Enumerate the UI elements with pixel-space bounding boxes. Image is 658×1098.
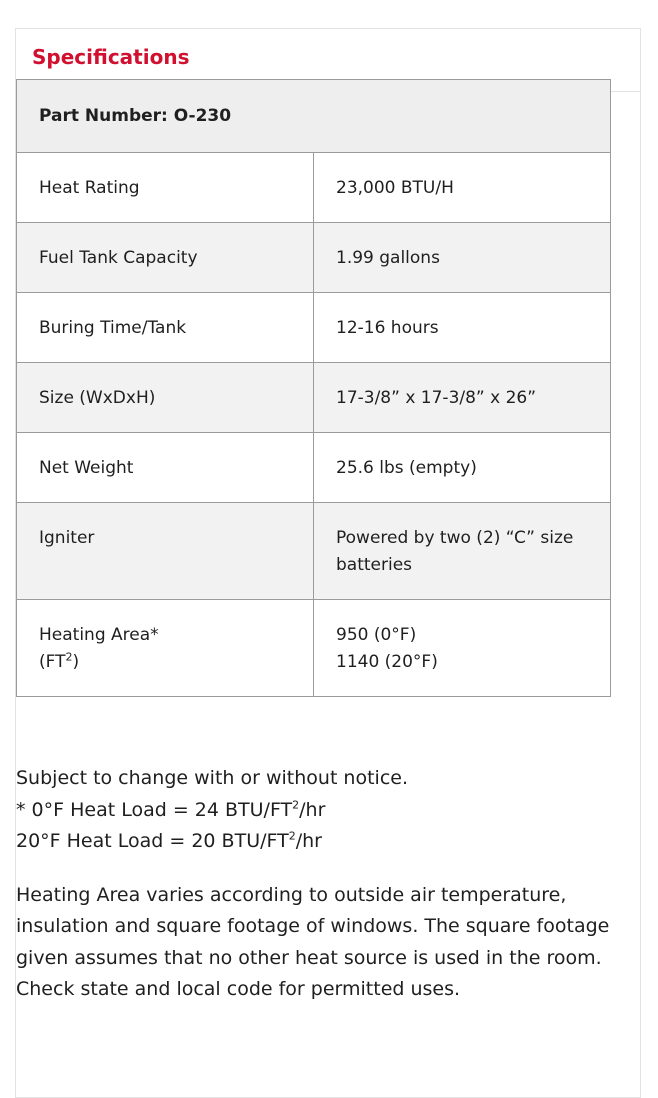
- heating-area-label: Heating Area*: [39, 625, 159, 645]
- notice-text: Subject to change with or without notice.: [16, 767, 409, 789]
- notes-heat-load: [16, 763, 616, 858]
- row-label-heat-rating: Heat Rating: [17, 153, 314, 223]
- table-row: [17, 363, 611, 433]
- row-label-net-weight: Net Weight: [17, 433, 314, 503]
- row-value-fuel-tank: 1.99 gallons: [314, 223, 611, 293]
- row-value-heat-rating: 23,000 BTU/H: [314, 153, 611, 223]
- heating-area-unit: $(FT^2)$: [39, 650, 80, 672]
- heating-area-disclaimer: Heating Area varies according to outside air temperature, insulation and square footage of windows. The square footage given assumes that no other heat source is used in the room.: [16, 883, 610, 969]
- table-header-row: [17, 80, 611, 153]
- heating-area-value-0f: 950 (0°F): [336, 625, 417, 645]
- specification-notes: [16, 763, 616, 1006]
- code-notice: Check state and local code for permitted uses.: [16, 978, 461, 1000]
- row-value-net-weight: 25.6 lbs (empty): [314, 433, 611, 503]
- row-value-size: 17-3/8” x 17-3/8” x 26”: [314, 363, 611, 433]
- row-value-heating-area: [314, 600, 611, 697]
- table-row: [17, 223, 611, 293]
- heat-load-0f: * 0°F Heat Load = 24 BTU/$FT^2/hr$: [16, 798, 326, 821]
- row-label-heating-area: [17, 600, 314, 697]
- row-label-igniter: Igniter: [17, 503, 314, 600]
- part-number: Part Number: O-230: [17, 80, 611, 153]
- specifications-table: [16, 79, 611, 697]
- table-row: [17, 293, 611, 363]
- row-value-burning-time: 12-16 hours: [314, 293, 611, 363]
- heat-load-20f: 20°F Heat Load = 20 BTU/$FT^2/hr$: [16, 829, 322, 852]
- row-label-fuel-tank: Fuel Tank Capacity: [17, 223, 314, 293]
- row-value-igniter: Powered by two (2) “C” size batteries: [314, 503, 611, 600]
- notes-heating-area: [16, 880, 616, 1006]
- table-row: [17, 503, 611, 600]
- row-label-size: Size (WxDxH): [17, 363, 314, 433]
- specifications-title: Specifications: [32, 45, 190, 69]
- row-label-burning-time: Buring Time/Tank: [17, 293, 314, 363]
- table-row: [17, 433, 611, 503]
- heating-area-value-20f: 1140 (20°F): [336, 652, 438, 672]
- table-row: [17, 600, 611, 697]
- table-row: [17, 153, 611, 223]
